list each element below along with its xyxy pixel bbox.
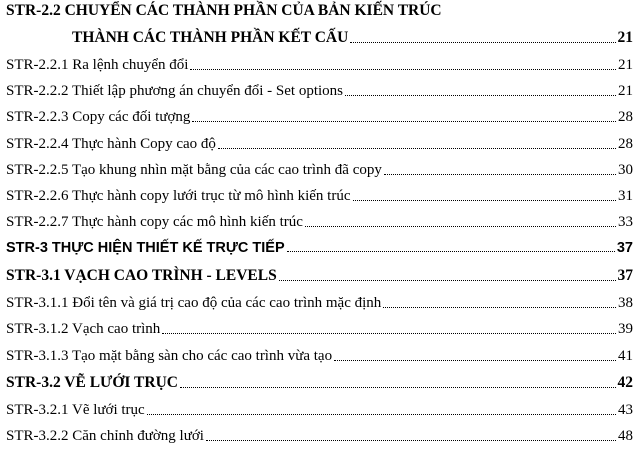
toc-entry[interactable]: [6, 428, 633, 445]
toc-entry-page: 31: [618, 188, 633, 204]
toc-entry-page: 48: [618, 428, 633, 444]
toc-entry[interactable]: [6, 214, 633, 231]
toc-entry-section[interactable]: [6, 374, 633, 392]
dot-leader: [350, 42, 615, 43]
toc-entry[interactable]: [6, 83, 633, 100]
toc-entry[interactable]: [6, 109, 633, 126]
toc-entry-title: STR-2.2.6 Thực hành copy lưới trục từ mô hình kiến trúc: [6, 188, 351, 204]
toc-entry-title: STR-3.1 VẠCH CAO TRÌNH - LEVELS: [6, 267, 277, 284]
toc-entry[interactable]: [6, 295, 633, 312]
toc-entry[interactable]: [6, 162, 633, 179]
toc-entry-page: 30: [618, 162, 633, 178]
toc-entry-section[interactable]: [6, 267, 633, 285]
dot-leader: [147, 414, 616, 415]
dot-leader: [192, 121, 616, 122]
dot-leader: [218, 148, 616, 149]
dot-leader: [162, 333, 616, 334]
toc-entry[interactable]: [6, 57, 633, 74]
toc-entry-title: STR-2.2.2 Thiết lập phương án chuyển đổi - Set options: [6, 83, 344, 99]
toc-entry-chapter[interactable]: [6, 240, 633, 256]
toc-entry[interactable]: [6, 402, 633, 419]
toc-entry-title: STR-2.2.7 Thực hành copy các mô hình kiến trúc: [6, 214, 303, 230]
toc-entry-title: STR-2.2.3 Copy các đối tượng: [6, 109, 191, 125]
dot-leader: [190, 69, 616, 70]
toc-entry[interactable]: [6, 188, 633, 205]
toc-entry-title: STR-2.2.5 Tạo khung nhìn mặt bằng của các cao trình đã copy: [6, 162, 382, 178]
toc-entry-title: STR-3 THỰC HIỆN THIẾT KẾ TRỰC TIẾP: [6, 240, 285, 256]
toc-entry-title: THÀNH CÁC THÀNH PHẦN KẾT CẤU: [72, 29, 349, 46]
toc-entry[interactable]: [6, 321, 633, 338]
toc-entry-page: 41: [618, 348, 633, 364]
toc-entry-page: 37: [616, 240, 633, 256]
toc-entry-title: STR-3.1.2 Vạch cao trình: [6, 321, 161, 337]
toc-entry-page: 39: [618, 321, 633, 337]
toc-entry-page: 42: [617, 374, 633, 391]
toc-entry-title: STR-3.2.2 Căn chỉnh đường lưới: [6, 428, 204, 444]
dot-leader: [180, 387, 616, 388]
toc-entry-title: STR-3.2.1 Vẽ lưới trục: [6, 402, 145, 418]
toc-entry[interactable]: [6, 348, 633, 365]
toc-entry-title: STR-3.1.1 Đổi tên và giá trị cao độ của các cao trình mặc định: [6, 295, 382, 311]
toc-entry-heading[interactable]: [72, 29, 633, 47]
toc-entry[interactable]: [6, 136, 633, 153]
dot-leader: [305, 226, 616, 227]
dot-leader: [287, 251, 615, 252]
dot-leader: [383, 307, 616, 308]
dot-leader: [334, 360, 616, 361]
toc-entry-page: 38: [618, 295, 633, 311]
toc-entry-title: STR-3.1.3 Tạo mặt bằng sàn cho các cao trình vừa tạo: [6, 348, 333, 364]
dot-leader: [279, 280, 616, 281]
dot-leader: [353, 200, 617, 201]
toc-entry-page: 43: [618, 402, 633, 418]
dot-leader: [345, 95, 616, 96]
toc-heading-line1: STR-2.2 CHUYỂN CÁC THÀNH PHẦN CỦA BẢN KIẾN TRÚC: [6, 2, 442, 19]
toc-entry-title: STR-3.2 VẼ LƯỚI TRỤC: [6, 374, 178, 391]
toc-entry-page: 21: [617, 29, 633, 46]
toc-entry-title: STR-2.2.1 Ra lệnh chuyển đổi: [6, 57, 189, 73]
toc-entry-page: 21: [618, 57, 633, 73]
toc-entry-page: 37: [617, 267, 633, 284]
dot-leader: [384, 174, 616, 175]
toc-entry-page: 28: [618, 109, 633, 125]
toc-entry-page: 33: [618, 214, 633, 230]
toc-entry-page: 21: [618, 83, 633, 99]
toc-entry-title: STR-2.2.4 Thực hành Copy cao độ: [6, 136, 216, 152]
toc-entry-page: 28: [618, 136, 633, 152]
dot-leader: [206, 440, 616, 441]
